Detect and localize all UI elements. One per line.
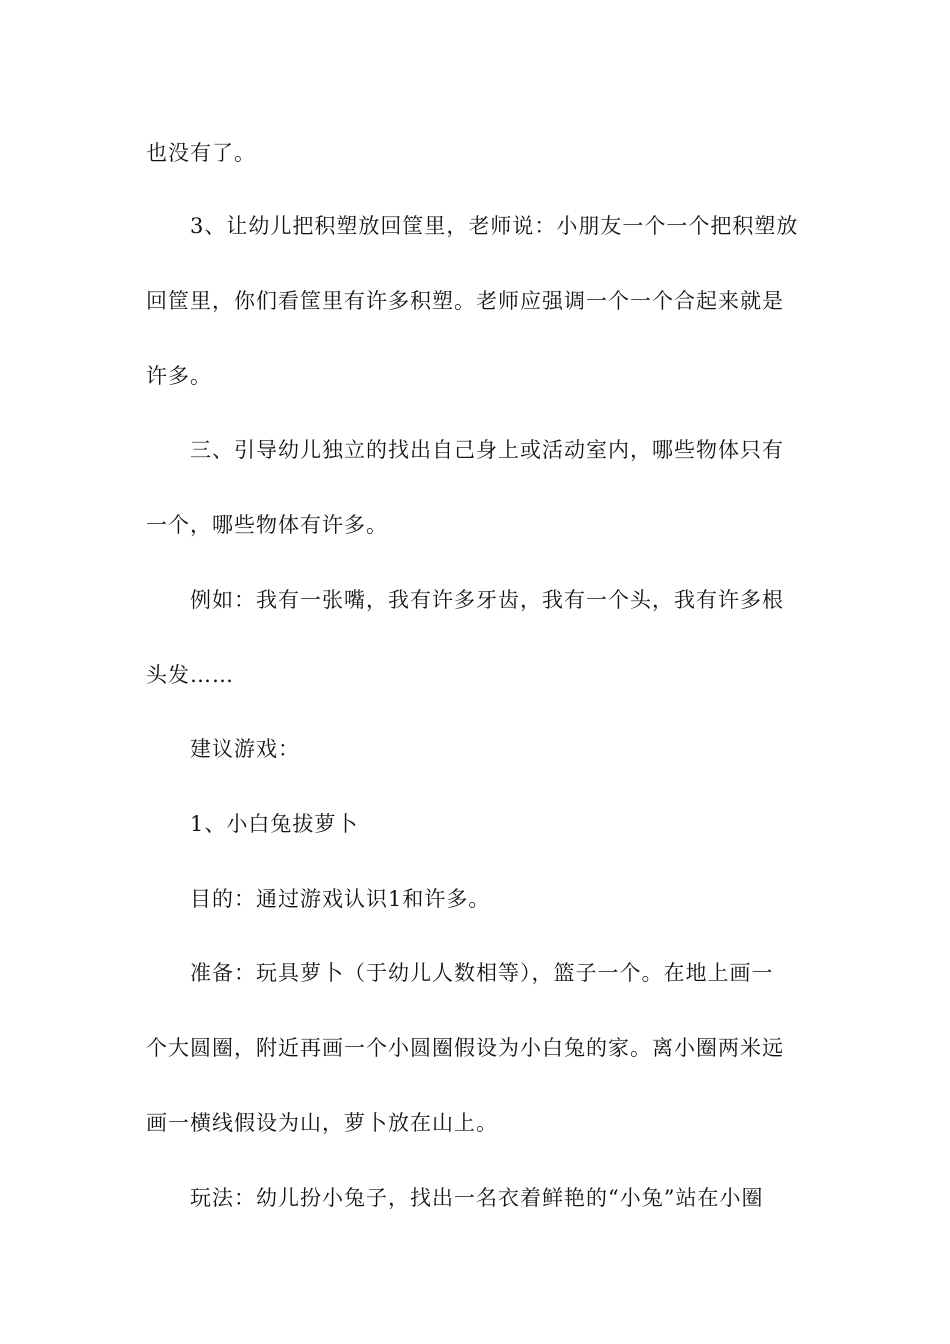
text-line-15: 玩法：幼儿扮小兔子，找出一名衣着鲜艳的“小兔”站在小圈 xyxy=(190,1186,764,1210)
text-line-14: 画一横线假设为山，萝卜放在山上。 xyxy=(146,1111,498,1135)
text-line-1: 也没有了。 xyxy=(146,141,256,165)
text-line-7: 例如：我有一张嘴，我有许多牙齿，我有一个头，我有许多根 xyxy=(190,588,784,612)
text-line-13: 个大圆圈，附近再画一个小圆圈假设为小白兔的家。离小圈两米远 xyxy=(146,1036,784,1060)
text-line-5: 三、引导幼儿独立的找出自己身上或活动室内，哪些物体只有 xyxy=(190,438,784,462)
text-line-10: 1、小白兔拔萝卜 xyxy=(190,812,359,836)
text-line-6: 一个，哪些物体有许多。 xyxy=(146,513,388,537)
text-line-2: 3、让幼儿把积塑放回筐里，老师说：小朋友一个一个把积塑放 xyxy=(190,214,799,238)
text-line-9: 建议游戏： xyxy=(190,737,300,761)
text-line-11: 目的：通过游戏认识1和许多。 xyxy=(190,887,491,911)
text-line-12: 准备：玩具萝卜（于幼儿人数相等），篮子一个。在地上画一 xyxy=(190,961,774,985)
text-line-8: 头发…… xyxy=(146,663,234,687)
text-line-4: 许多。 xyxy=(146,364,212,388)
text-line-3: 回筐里，你们看筐里有许多积塑。老师应强调一个一个合起来就是 xyxy=(146,289,784,313)
